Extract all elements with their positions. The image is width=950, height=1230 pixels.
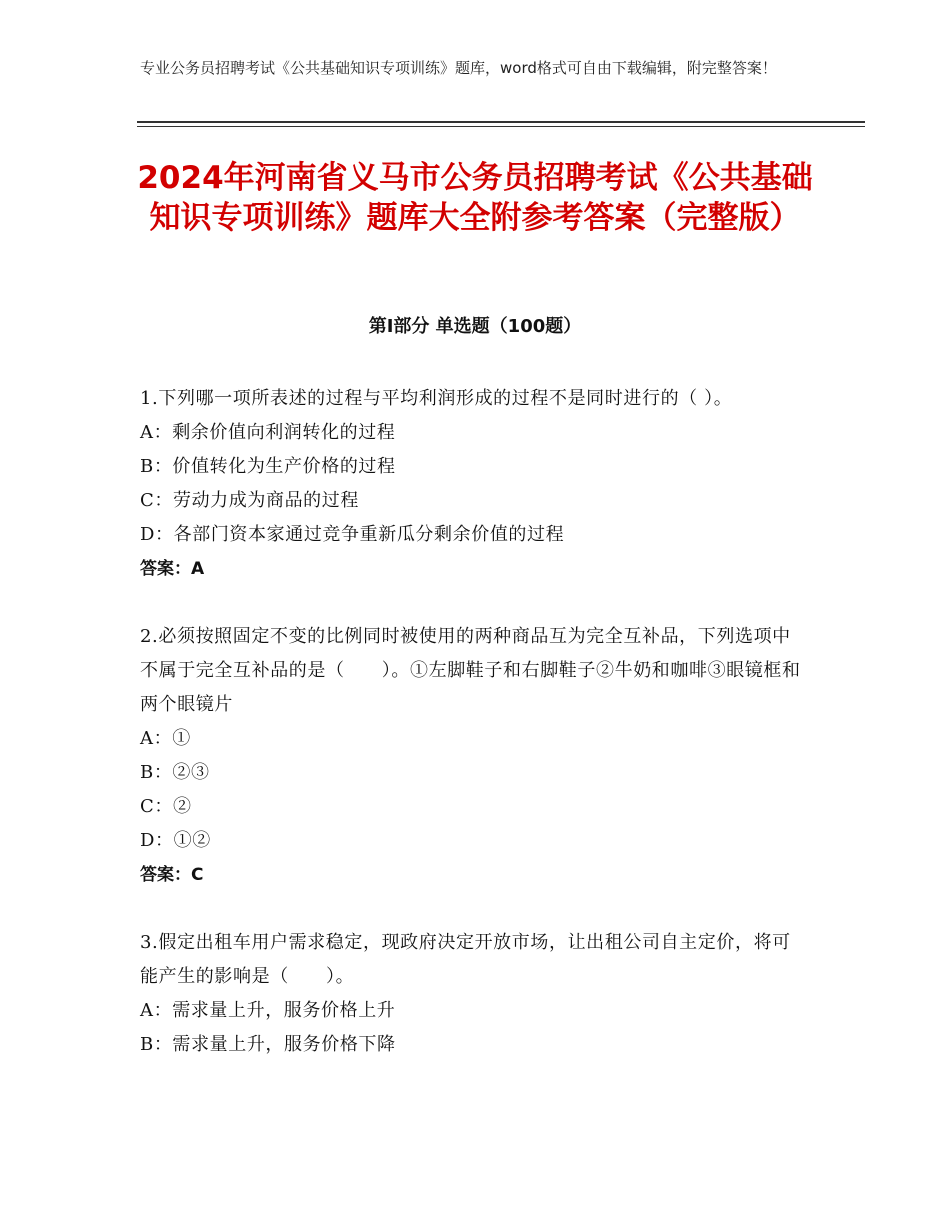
- question-stem: 1.下列哪一项所表述的过程与平均利润形成的过程不是同时进行的（ ）。: [140, 388, 733, 409]
- question-2: [140, 620, 805, 892]
- option-b: B：价值转化为生产价格的过程: [140, 456, 396, 477]
- question-stem: 2.必须按照固定不变的比例同时被使用的两种商品互为完全互补品，下列选项中不属于完全互补品的是（ ）。①左脚鞋子和右脚鞋子②牛奶和咖啡③眼镜框和两个眼镜片: [140, 626, 801, 715]
- section-title: 第Ⅰ部分 单选题（100题）: [368, 316, 582, 337]
- option-a: A：需求量上升，服务价格上升: [140, 1000, 396, 1021]
- question-list: [140, 382, 805, 1096]
- header-divider-thin: [137, 126, 865, 127]
- option-b: B：②③: [140, 762, 210, 783]
- option-d: D：各部门资本家通过竞争重新瓜分剩余价值的过程: [140, 524, 565, 545]
- option-d: D：①②: [140, 830, 211, 851]
- question-3: [140, 926, 805, 1062]
- question-stem: 3.假定出租车用户需求稳定，现政府决定开放市场，让出租公司自主定价，将可能产生的影响是（ ）。: [140, 932, 791, 987]
- option-c: C：②: [140, 796, 192, 817]
- option-a: A：①: [140, 728, 191, 749]
- answer-label: 答案：C: [140, 865, 204, 885]
- question-1: [140, 382, 805, 586]
- header-divider-thick: [137, 121, 865, 123]
- option-b: B：需求量上升，服务价格下降: [140, 1034, 396, 1055]
- option-c: C：劳动力成为商品的过程: [140, 490, 359, 511]
- answer-label: 答案：A: [140, 559, 205, 579]
- document-title: 2024年河南省义马市公务员招聘考试《公共基础知识专项训练》题库大全附参考答案（完整版）: [137, 160, 813, 236]
- option-a: A：剩余价值向利润转化的过程: [140, 422, 396, 443]
- header-note: 专业公务员招聘考试《公共基础知识专项训练》题库，word格式可自由下载编辑，附完整答案！: [140, 59, 777, 77]
